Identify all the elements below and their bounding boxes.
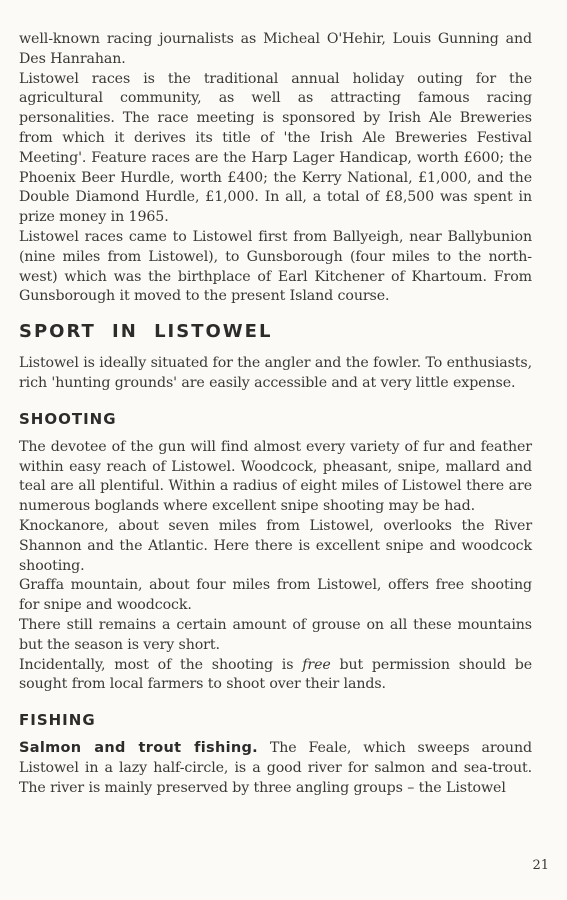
- salmon-trout-subheading: Salmon and trout fishing.: [19, 740, 258, 757]
- page-number: 21: [532, 858, 549, 873]
- shooting-p5-before: Incidentally, most of the shooting is: [19, 656, 303, 673]
- sport-paragraph: Listowel is ideally situated for the angler and the fowler. To enthusiasts, rich 'hunting grounds' are easily accessible and at very little expense.: [19, 355, 532, 391]
- shooting-p5-after: but permission should be sought from local farmers to shoot over their lands.: [19, 656, 532, 693]
- page-content: [19, 30, 532, 799]
- intro-paragraph-2: Listowel races is the traditional annual holiday outing for the agricultural community, as well as attracting famous racing personalities. The race meeting is sponsored by Irish Ale Breweries from which it derives its title of 'the Irish Ale Breweries Festival Meeting'. Feature races are the Harp Lager Handicap, worth £600; the Phoenix Beer Hurdle, worth £400; the Kerry National, £1,000, and the Double Diamond Hurdle, £1,000. In all, a total of £8,500 was spent in prize money in 1965.: [19, 70, 532, 226]
- fishing-paragraph-text: The Feale, which sweeps around Listowel in a lazy half-circle, is a good river for salmon and sea-trout. The river is mainly preserved by three angling groups – the Listowel: [19, 740, 532, 796]
- shooting-paragraph-5: [19, 656, 532, 696]
- fishing-paragraph: [19, 739, 532, 798]
- shooting-paragraph-2: Knockanore, about seven miles from Listowel, overlooks the River Shannon and the Atlantic. Here there is excellent snipe and woodcock shooting.: [19, 517, 532, 574]
- intro-paragraph-3: Listowel races came to Listowel first from Ballyeigh, near Ballybunion (nine miles from Listowel), to Gunsborough (four miles to the north-west) which was the birthplace of Earl Kitchener of Khartoum. From Gunsborough it moved to the present Island course.: [19, 228, 532, 305]
- shooting-heading: SHOOTING: [19, 409, 117, 428]
- fishing-heading: FISHING: [19, 711, 96, 730]
- shooting-p5-italic: free: [302, 656, 331, 673]
- shooting-paragraph-1: The devotee of the gun will find almost every variety of fur and feather within easy reach of Listowel. Woodcock, pheasant, snipe, mallard and teal are all plentiful. Within a radius of eight miles of Listowel there are numerous boglands where excellent snipe shooting may be had.: [19, 438, 532, 515]
- sport-heading: SPORT IN LISTOWEL: [19, 321, 273, 343]
- shooting-paragraph-3: Graffa mountain, about four miles from Listowel, offers free shooting for snipe and woodcock.: [19, 577, 532, 614]
- intro-paragraph-1: well-known racing journalists as Micheal O'Hehir, Louis Gunning and Des Hanrahan.: [19, 31, 532, 67]
- shooting-paragraph-4: There still remains a certain amount of grouse on all these mountains but the season is very short.: [19, 616, 532, 653]
